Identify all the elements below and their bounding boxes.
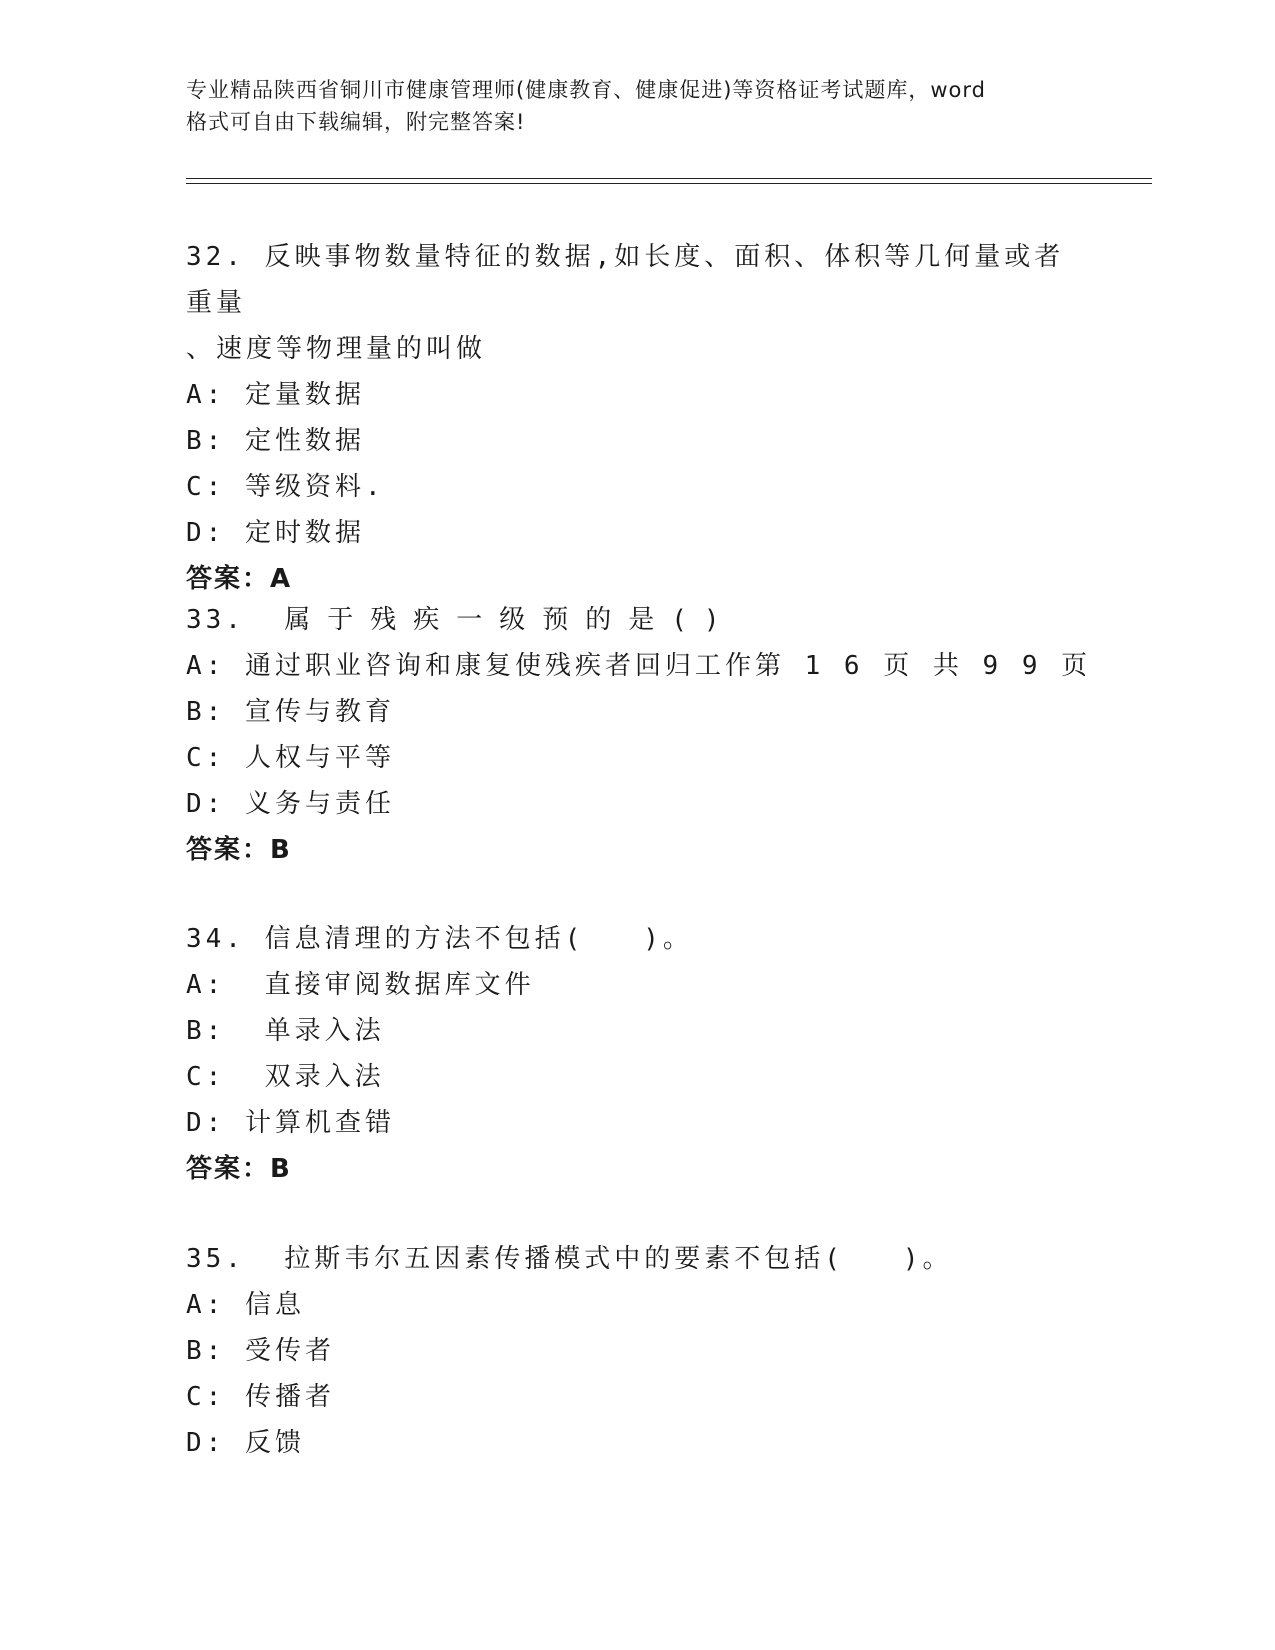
question-35 <box>186 1236 1086 1466</box>
option-b: B: 定性数据 <box>186 426 365 456</box>
option-c: C: 人权与平等 <box>186 743 395 773</box>
question-32 <box>186 234 1086 602</box>
option-a: A: 信息 <box>186 1290 305 1320</box>
answer-key: 答案：B <box>186 835 292 865</box>
option-a: A: 直接审阅数据库文件 <box>186 970 535 1000</box>
option-c: C: 双录入法 <box>186 1062 385 1092</box>
question-33 <box>186 597 1092 873</box>
option-c: C: 传播者 <box>186 1382 335 1412</box>
question-stem <box>186 597 1086 643</box>
answer-key: 答案：A <box>186 564 293 594</box>
document-header <box>186 74 1106 138</box>
question-stem: 32. 反映事物数量特征的数据,如长度、面积、体积等几何量或者重量 <box>186 242 1065 318</box>
option-a: A: 通过职业咨询和康复使残疾者回归工作第 1 6 页 共 9 9 页 <box>186 651 1092 681</box>
question-stem-continued: 、速度等物理量的叫做 <box>186 334 487 364</box>
option-c: C: 等级资料. <box>186 472 385 502</box>
answer-key: 答案：B <box>186 1154 292 1184</box>
header-line-1: 专业精品陕西省铜川市健康管理师(健康教育、健康促进)等资格证考试题库，word <box>186 78 987 102</box>
question-text: 属于残疾一级预的是() <box>284 605 737 635</box>
question-stem: 35. 拉斯韦尔五因素传播模式中的要素不包括( )。 <box>186 1244 953 1274</box>
option-d: D: 义务与责任 <box>186 789 395 819</box>
option-d: D: 定时数据 <box>186 518 365 548</box>
question-number: 33. <box>186 605 245 635</box>
header-line-2: 格式可自由下载编辑，附完整答案! <box>186 110 526 134</box>
option-b: B: 单录入法 <box>186 1016 385 1046</box>
option-a: A: 定量数据 <box>186 380 365 410</box>
option-b: B: 受传者 <box>186 1336 335 1366</box>
option-b: B: 宣传与教育 <box>186 697 395 727</box>
option-d: D: 反馈 <box>186 1428 305 1458</box>
header-divider-bottom <box>186 183 1152 184</box>
option-d: D: 计算机查错 <box>186 1108 395 1138</box>
header-divider-top <box>186 178 1152 179</box>
question-34 <box>186 916 1086 1192</box>
question-stem: 34. 信息清理的方法不包括( )。 <box>186 924 693 954</box>
